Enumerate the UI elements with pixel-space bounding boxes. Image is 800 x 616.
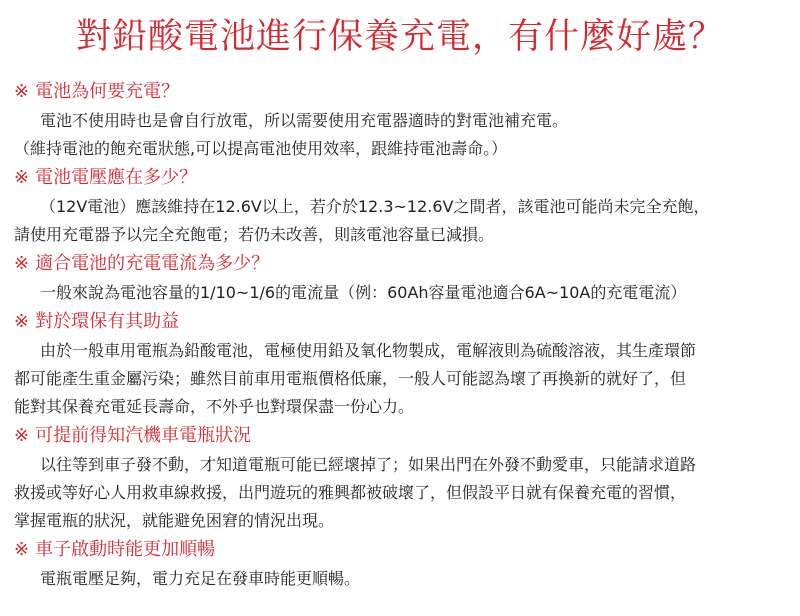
paragraph-line: 請使用充電器予以完全充飽電；若仍未改善，則該電池容量已減損。 xyxy=(14,225,495,244)
paragraph-line: 救援或等好心人用救車線救援，出門遊玩的雅興都被破壞了，但假設平日就有保養充電的習慣， xyxy=(14,483,687,502)
section-heading-text: 可提前得知汽機車電瓶狀況 xyxy=(35,425,252,446)
reference-mark-icon: ※ xyxy=(14,539,30,560)
reference-mark-icon: ※ xyxy=(14,311,30,332)
section-heading xyxy=(14,163,790,193)
section-battery-status xyxy=(14,421,790,535)
section-smooth-start xyxy=(14,535,790,593)
reference-mark-icon: ※ xyxy=(14,425,30,446)
paragraph-line: （12V電池）應該維持在12.6V以上，若介於12.3~12.6V之間者，該電池可能尚未完全充飽， xyxy=(40,197,710,216)
section-heading-text: 電池電壓應在多少？ xyxy=(35,167,198,188)
section-heading xyxy=(14,77,790,107)
section-heading-text: 電池為何要充電？ xyxy=(35,81,180,102)
paragraph-line: 電池不使用時也是會自行放電，所以需要使用充電器適時的對電池補充電。 xyxy=(40,111,569,130)
paragraph-line: 一般來說為電池容量的1/10~1/6的電流量（例：60Ah容量電池適合6A~10A的充電電流） xyxy=(40,283,687,302)
section-heading xyxy=(14,307,790,337)
paragraph-line: （維持電池的飽充電狀態,可以提高電池使用效率，跟維持電池壽命。） xyxy=(14,139,508,158)
section-heading-text: 適合電池的充電電流為多少？ xyxy=(35,253,270,274)
paragraph-line: 電瓶電壓足夠，電力充足在發車時能更順暢。 xyxy=(40,569,361,588)
reference-mark-icon: ※ xyxy=(14,167,30,188)
section-heading-text: 對於環保有其助益 xyxy=(35,311,180,332)
paragraph-line: 能對其保養充電延長壽命，不外乎也對環保盡一份心力。 xyxy=(14,397,415,416)
section-why-charge xyxy=(14,77,790,163)
paragraph-line: 都可能產生重金屬污染；雖然目前車用電瓶價格低廉，一般人可能認為壞了再換新的就好了，但 xyxy=(14,369,687,388)
page-title: 對鉛酸電池進行保養充電，有什麼好處？ xyxy=(75,17,724,57)
section-heading-text: 車子啟動時能更加順暢 xyxy=(35,539,216,560)
paragraph-line: 以往等到車子發不動，才知道電瓶可能已經壞掉了；如果出門在外發不動愛車，只能請求道路 xyxy=(40,455,697,474)
paragraph-line: 掌握電瓶的狀況，就能避免困窘的情況出現。 xyxy=(14,511,335,530)
document-body xyxy=(14,77,790,593)
section-environment xyxy=(14,307,790,421)
section-heading xyxy=(14,249,790,279)
section-heading xyxy=(14,421,790,451)
section-heading xyxy=(14,535,790,565)
reference-mark-icon: ※ xyxy=(14,81,30,102)
paragraph-line: 由於一般車用電瓶為鉛酸電池，電極使用鉛及氧化物製成，電解液則為硫酸溶液，其生產環節 xyxy=(40,341,697,360)
reference-mark-icon: ※ xyxy=(14,253,30,274)
section-battery-voltage xyxy=(14,163,790,249)
section-charging-current xyxy=(14,249,790,307)
